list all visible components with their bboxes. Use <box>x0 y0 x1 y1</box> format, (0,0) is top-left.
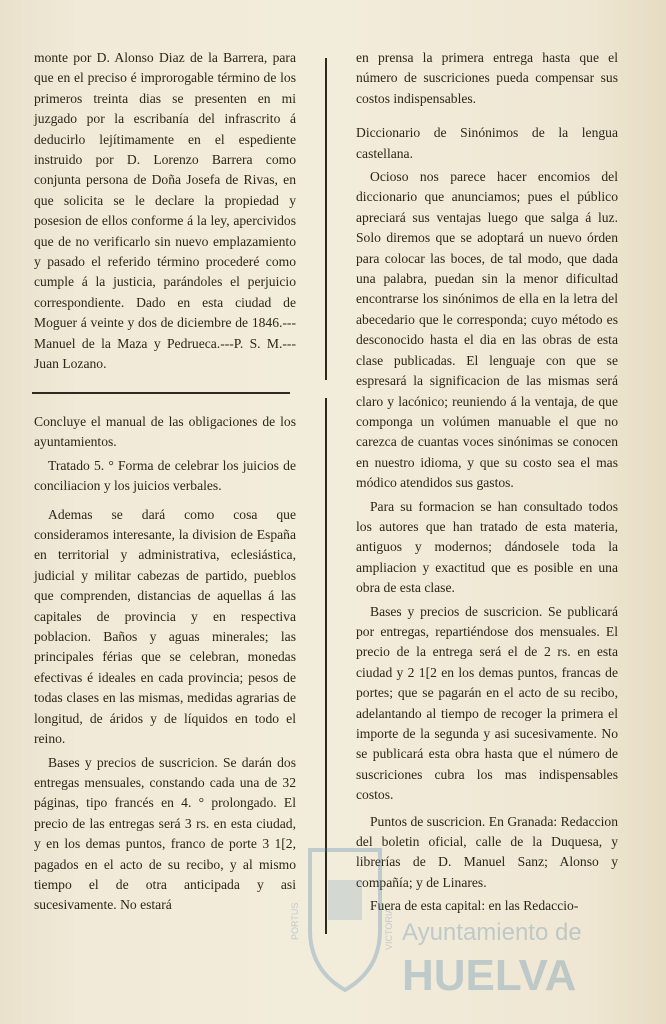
prensa-paragraph: en prensa la primera entrega hasta que el número de suscriciones pueda compensar sus costos indispensables. <box>356 50 618 106</box>
column-rule-top <box>325 58 327 380</box>
formacion-paragraph: Para su formacion se han consultado todos los autores que han tratado de esta materia, antiguos y modernos; dándosele toda la ampliacion y exactitud que es posible en una obra de esta clase. <box>356 498 618 596</box>
shield-emblem <box>328 880 362 920</box>
ocioso-paragraph: Ocioso nos parece hacer encomios del diccionario que anunciamos; pues el público apreciará sus ventajas luego que salga á luz. Solo diremos que se adoptará un nuevo órden para colocar las boces, de tal modo, que dada una palabra, puedan sin la menor dificultad encontrarse los sinónimos de ella en la letra del abecedario que le corresponda; cuyo método es desconocido hasta el dia en las obras de esta clase publicadas. El lenguaje con que se espresará la significacion de las mismas será claro y lacónico; reuniendo á la ventaja, de que componga un volúmen manuable el que no carezca de cuantas voces sinónimas se conocen en nuestro idioma, y que su costo sea el mas módico atendidos sus gastos. <box>356 169 618 491</box>
puntos-paragraph: Puntos de suscricion. En Granada: Redaccion del boletin oficial, calle de la Duquesa, y librerías de D. Manuel Sanz; Alonso y compañía; y de Linares. <box>356 813 618 890</box>
left-column-lower <box>34 412 296 919</box>
shield-text-right: VICTORIA <box>384 907 394 950</box>
ademas-paragraph: Ademas se dará como cosa que consideramos interesante, la division de España en territorial y administrativa, eclesiástica, judicial y militar cabezas de partido, pueblos que comprenden, distancias de aquellas á las capitales de provincia y en respectiva poblacion. Baños y aguas minerales; las principales férias que se celebran, monedas efectivas é ideales en cada provincia; pesos de todas clases en las mismas, medidas agrarias de longitud, de áridos y de líquidos en todo el reino. <box>34 506 296 747</box>
right-column <box>356 48 618 920</box>
decree-paragraph: monte por D. Alonso Diaz de la Barrera, para que en el preciso é improrogable término de los primeros treinta dias se presenten en mi juzgado por la escribanía del infrascrito á deducirlo lejítimamente en el espediente instruido por D. Lorenzo Barrera como conjunta persona de Doña Josefa de Rivas, en que solicita se le declare la propiedad y posesion de ellos conforme á la ley, apercividos que de no verificarlo sin nuevo emplazamiento y pasado el referido término procederé como cumple á la justicia, parándoles el perjuicio correspondiente. Dado en esta ciudad de Moguer á veinte y dos de diciembre de 1846.---Manuel de la Maza y Pedrueca.---P. S. M.--- Juan Lozano. <box>34 50 296 372</box>
watermark-line1: Ayuntamiento de <box>402 919 582 946</box>
tratado-paragraph: Tratado 5. ° Forma de celebrar los juicios de conciliacion y los juicios verbales. <box>34 457 296 494</box>
bases-paragraph: Bases y precios de suscricion. Se darán dos entregas mensuales, constando cada una de 32 páginas, tipo francés en 4. ° prolongado. El precio de las entregas será 3 rs. en esta ciudad, y en los demas puntos, franco de porte 3 1[2, pagados en el acto de su recibo, y al mismo tiempo el de otra anticipada y asi sucesivamente. No estará <box>34 754 296 913</box>
ayuntamiento-watermark <box>280 830 590 1020</box>
manual-heading: Concluye el manual de las obligaciones de los ayuntamientos. <box>34 414 296 450</box>
watermark-line2: HUELVA <box>402 951 577 1000</box>
section-divider <box>32 392 290 394</box>
left-column <box>34 48 296 378</box>
shield-text-left: PORTUS <box>290 902 300 940</box>
fuera-paragraph: Fuera de esta capital: en las Redaccio- <box>370 898 579 914</box>
bases-paragraph-right: Bases y precios de suscricion. Se publicará por entregas, repartiéndose dos mensuales. El precio de la entrega será el de 2 rs. en esta ciudad y 2 1[2 en los demas puntos, francas de portes; que se pagarán en el acto de su recibo, adelantando al tiempo de recoger la primera el importe de la segunda y asi sucesivamente. No se publicará esta obra hasta que el número de suscriciones cubra los mas indispensables costos. <box>356 603 618 803</box>
diccionario-heading: Diccionario de Sinónimos de la lengua castellana. <box>356 125 618 161</box>
